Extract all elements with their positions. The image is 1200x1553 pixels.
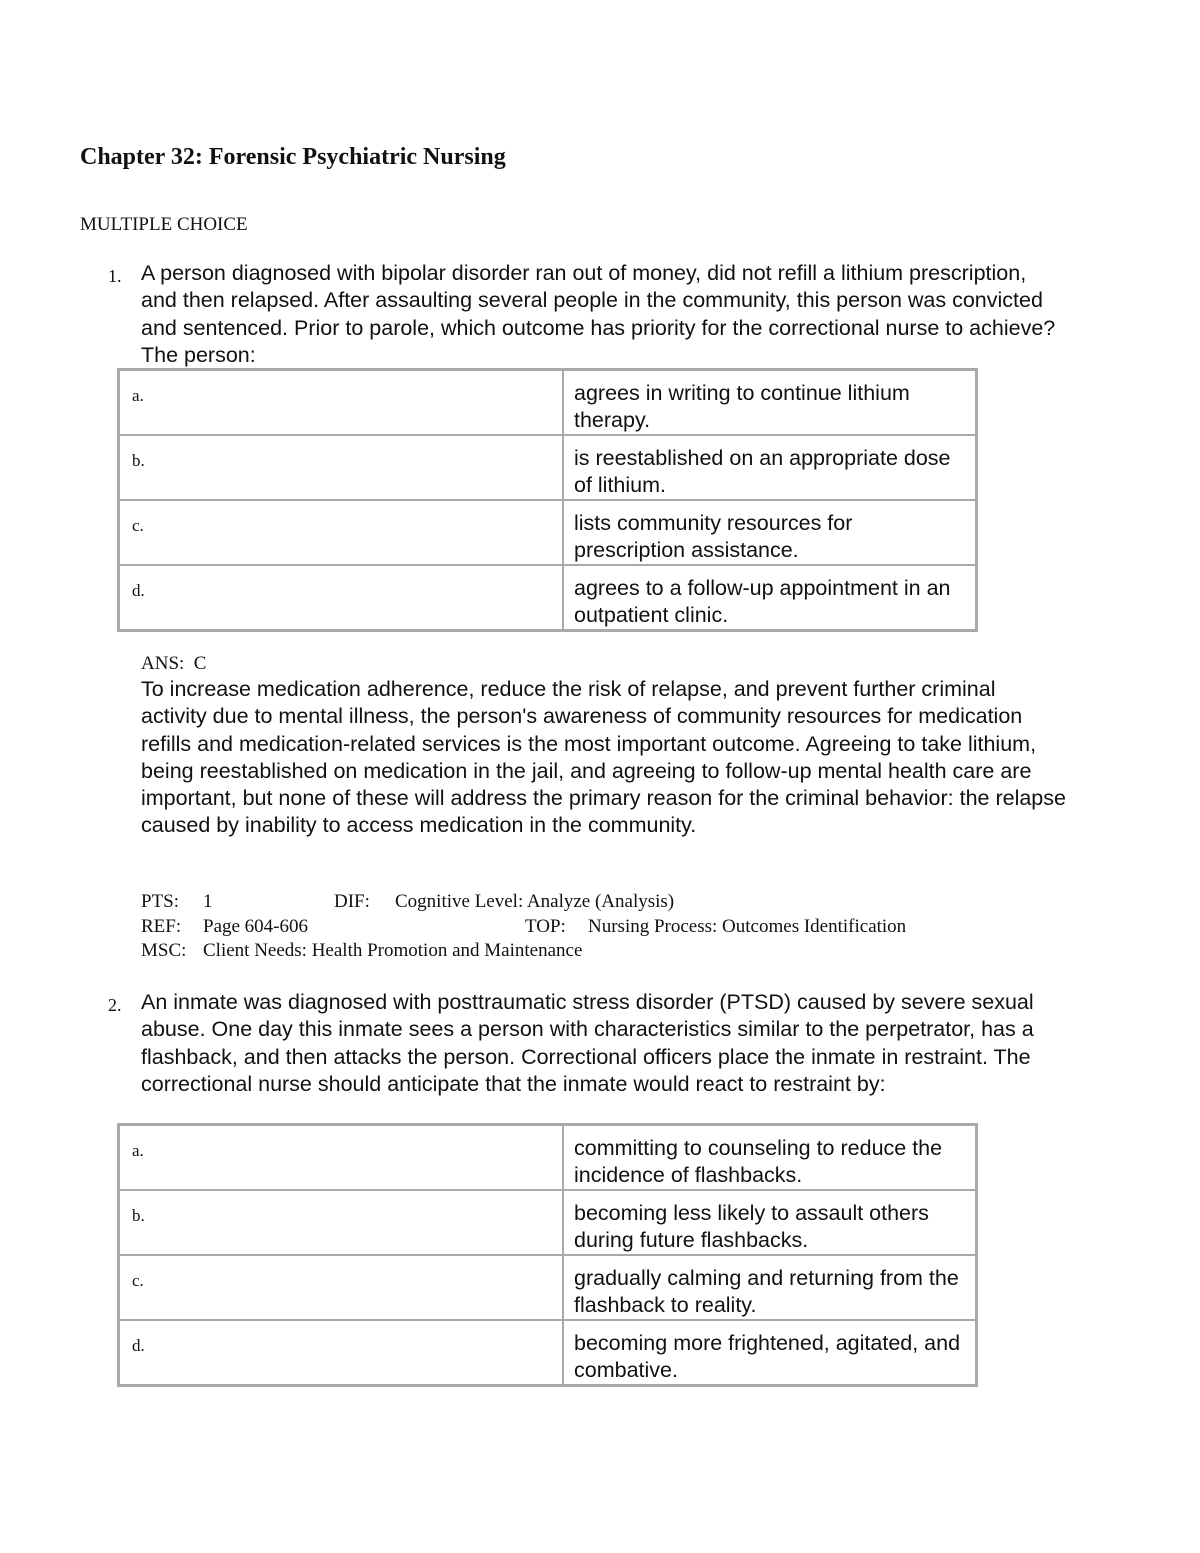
top-label: TOP: (525, 915, 566, 937)
question-stem: An inmate was diagnosed with posttraumatic stress disorder (PTSD) caused by severe sexual abuse. One day this inmate sees a person with characteristics similar to the perpetrator, has a flashback, and then attacks the person. Correctional officers place the inmate in restraint. The correctional nurse should anticipate that the inmate would react to restraint by: (141, 990, 1034, 1096)
option-text: agrees in writing to continue lithium therapy. (563, 370, 976, 435)
option-letter: a. (119, 370, 563, 435)
pts-label: PTS: (141, 891, 180, 912)
options-table (117, 1123, 978, 1387)
option-row-c (119, 1255, 976, 1320)
option-text: lists community resources for prescription assistance. (563, 500, 976, 565)
option-letter: b. (119, 435, 563, 500)
option-row-b (119, 435, 976, 500)
answer-block (141, 652, 1066, 840)
option-text: gradually calming and returning from the flashback to reality. (563, 1255, 976, 1320)
answer-key: ANS: C (141, 653, 207, 674)
top-value: Nursing Process: Outcomes Identification (588, 915, 907, 937)
section-heading: MULTIPLE CHOICE (80, 214, 248, 235)
ref-value: Page 604-606 (203, 915, 309, 937)
chapter-title: Chapter 32: Forensic Psychiatric Nursing (80, 144, 506, 170)
msc-label: MSC: (141, 940, 187, 961)
option-text: becoming less likely to assault others during future flashbacks. (563, 1190, 976, 1255)
option-text: becoming more frightened, agitated, and combative. (563, 1320, 976, 1385)
option-row-b (119, 1190, 976, 1255)
answer-rationale: To increase medication adherence, reduce the risk of relapse, and prevent further criminal activity due to mental illness, the person's awareness of community resources for medication refills and medication-related services is the most important outcome. Agreeing to take lithium, being reestablished on medication in the jail, and agreeing to follow-up mental health care are important, but none of these will address the primary reason for the criminal behavior: the relapse caused by inability to access medication in the community. (141, 677, 1066, 838)
ref-label: REF: (141, 915, 182, 937)
question-metadata (141, 890, 1041, 964)
meta-row-pts-dif (141, 890, 1041, 915)
option-row-c (119, 500, 976, 565)
option-text: committing to counseling to reduce the incidence of flashbacks. (563, 1125, 976, 1190)
meta-row-ref-top (141, 915, 1041, 940)
dif-label: DIF: (334, 891, 370, 912)
option-letter: b. (119, 1190, 563, 1255)
option-letter: d. (119, 1320, 563, 1385)
question-stem: A person diagnosed with bipolar disorder ran out of money, did not refill a lithium prescription, and then relapsed. After assaulting several people in the community, this person was convicted and sentenced. Prior to parole, which outcome has priority for the correctional nurse to achieve? The person: (141, 261, 1056, 367)
option-row-a (119, 1125, 976, 1190)
option-text: is reestablished on an appropriate dose of lithium. (563, 435, 976, 500)
option-row-d (119, 1320, 976, 1385)
option-letter: c. (119, 1255, 563, 1320)
option-letter: d. (119, 565, 563, 630)
question-number: 1. (108, 266, 122, 286)
option-row-d (119, 565, 976, 630)
option-letter: a. (119, 1125, 563, 1190)
option-row-a (119, 370, 976, 435)
option-letter: c. (119, 500, 563, 565)
meta-row-msc (141, 939, 1041, 964)
msc-value: Client Needs: Health Promotion and Maintenance (203, 940, 583, 961)
pts-value: 1 (203, 891, 213, 912)
option-text: agrees to a follow-up appointment in an outpatient clinic. (563, 565, 976, 630)
dif-value: Cognitive Level: Analyze (Analysis) (395, 891, 675, 912)
options-table (117, 368, 978, 632)
question-number: 2. (108, 995, 122, 1015)
